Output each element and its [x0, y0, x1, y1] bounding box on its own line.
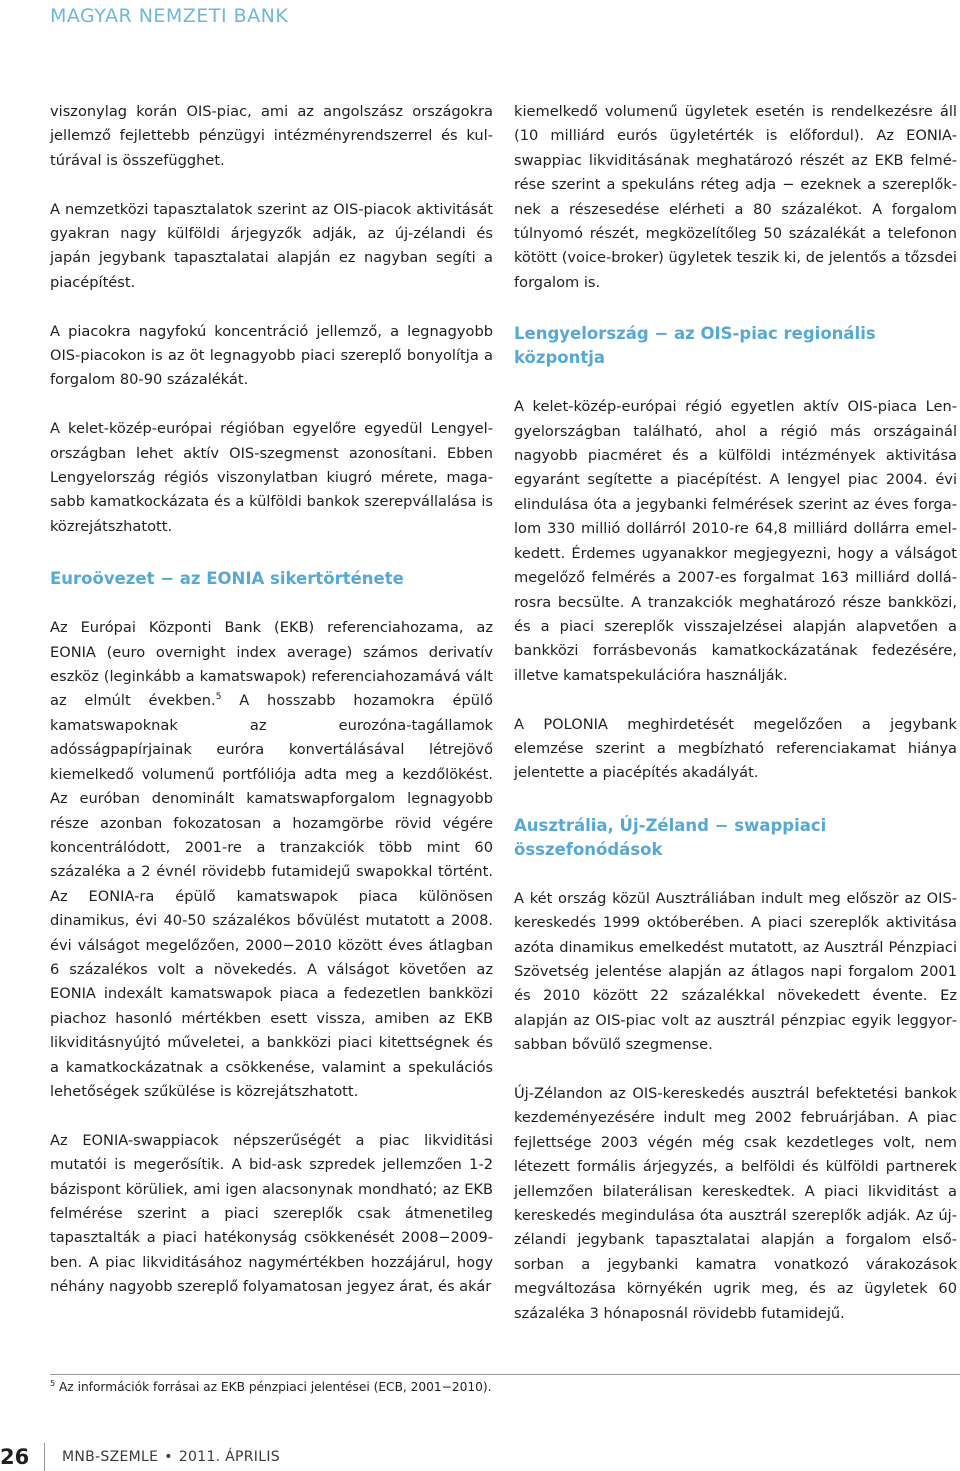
section-heading-australia: Ausztrália, Új-Zéland − swappiaci összefonódások: [514, 815, 827, 859]
left-paragraph-1: viszonylag korán OIS-piac, ami az angolszász országokra jellemző fejlettebb pénzügyi intézményrendszerrel és kultúrával is összefügghet.: [50, 103, 493, 169]
right-column: [514, 100, 957, 1326]
right-paragraph-2: A kelet-közép-európai régió egyetlen aktív OIS-piaca Lengyelországban található, ahol a régió más országainál nagyobb piacméret és a külföldi intézmények aktivitása egyaránt segítette a piacépítést. A lengyel piac 2004. évi elindulása óta a jegybanki felmérések szerint az éves forgalom 330 millió dollárról 2010-re 64,8 milliárd dollárra emelkedett. Érdemes ugyanakkor megjegyezni, hogy a válságot megelőző felmérés a 2007-es forgalmat 163 milliárd dollárosra becsülte. A tranzakciók meghatározó része bankközi, és a piaci szereplők visszajelzései alapján alapvetően a bankközi forrásbevonás kamatkockázatának fedezésére, illetve kamatspekulációra használják.: [514, 398, 957, 684]
right-paragraph-3: A POLONIA meghirdetését megelőzően a jegybank elemzése szerint a megbízható referenciakamat hiánya jelentette a piacépítés akadályát.: [514, 715, 957, 782]
left-paragraph-5-rest: A hosszabb hozamokra épülő kamatswapoknak az eurozóna-tagállamok adósságpapírjainak euróra konvertálásával létrejövő kiemelkedő volumenű portfóliója adta meg a kezdőlökést. Az euróban denominált kamatswapforgalom legnagyobb része azonban fokozatosan a hozamgörbe rövid végére koncentrálódott, 2001-re a tranzakciók több mint 60 százaléka a 2 évnél rövidebb futamidejű swapokkal történt. Az EONIA-ra épülő kamatswapok piaca különösen dinamikus, évi 40-50 százalékos bővülést mutatott a 2008. évi válságot megelőzően, 2000−2010 között éves átlagban 6 százalékos volt a növekedés. A válságot követően az EONIA indexált kamatswapok piaca a fedezetlen bankközi piachoz hasonló mértékben esett vissza, amiben az EKB likviditásnyújtó műveletei, a bankközi piaci kitettségnek és a kamatkockázatnak a csökkenése, valamint a spekulációs lehetőségek szűkülése is közrejátszhatott.: [50, 692, 493, 1100]
footer-date: 2011. ÁPRILIS: [178, 1449, 280, 1465]
page-footer: [0, 1443, 960, 1471]
section-heading-euro: Euroövezet − az EONIA sikertörténete: [50, 569, 404, 589]
left-paragraph-4: A kelet-közép-európai régióban egyelőre egyedül Lengyelországban lehet aktív OIS-szegmenst azonosítani. Ebben Lengyelország régiós viszonylatban kiugró mérete, magasabb kamatkockázata és a külföldi bankok szerepvállalása is közrejátszhatott.: [50, 420, 493, 535]
left-paragraph-2: A nemzetközi tapasztalatok szerint az OIS-piacok aktivitását gyakran nagy külföldi árjegyzők adják, az új-zélandi és japán jegybank tapasztalatai alapján ez nagyban segíti a piacépítést.: [50, 200, 493, 291]
running-head: MAGYAR NEMZETI BANK: [50, 5, 289, 27]
page-number-box: [0, 1443, 45, 1471]
right-paragraph-1: kiemelkedő volumenű ügyletek esetén is rendelkezésre áll (10 milliárd eurós ügyletérték is előfordul). Az EONIA-swappiac likviditásának meghatározó részét az EKB felmérése szerint a spekuláns réteg adja − ezeknek a szereplőknek a részesedése elérheti a 80 százalékot. A forgalom túlnyomó részét, megközelítőleg 50 százalékát a telefonon kötött (voice-broker) ügyletek teszik ki, de jelentős a tőzsdei forgalom is.: [514, 103, 957, 291]
right-paragraph-5: Új-Zélandon az OIS-kereskedés ausztrál befektetési bankok kezdeményezésére indult meg 2002 februárjában. A piac fejlettsége 2003 végén még csak kezdetleges volt, nem létezett formális árjegyzés, a belföldi és külföldi partnerek jellemzően bilaterálisan kereskedtek. A piaci likviditást a kereskedés megindulása óta ausztrál szereplők adják. Az új-zélandi jegybank tapasztalatai alapján a forgalom elsősorban a jegybanki kamatra vonatkozó várakozások megváltozása környékén ugrik meg, és az ügyletek 60 százaléka 3 hónaposnál rövidebb futamidejű.: [514, 1084, 957, 1322]
footnote-divider: [50, 1374, 960, 1375]
section-heading-poland: Lengyelország − az OIS-piac regionális központja: [514, 324, 876, 368]
left-paragraph-5: [50, 616, 493, 1104]
footnote-number: 5: [50, 1378, 56, 1388]
footnote: [50, 1380, 492, 1394]
footnote-text: Az információk forrásai az EKB pénzpiaci jelentései (ECB, 2001−2010).: [55, 1380, 492, 1394]
right-paragraph-4: A két ország közül Ausztráliában indult meg először az OIS-kereskedés 1999 októberében. A piaci szereplők aktivitása azóta dinamikus emelkedést mutatott, az Ausztrál Pénzpiaci Szövetség jelentése alapján az átlagos napi forgalom 2001 és 2010 között 22 százalékkal növekedett évente. Ez alapján az OIS-piac volt az ausztrál pénzpiac egyik leggyorsabban bővülő szegmense.: [514, 889, 957, 1054]
footnote-reference: 5: [215, 692, 222, 703]
footer-publication: MNB-SZEMLE: [62, 1449, 159, 1465]
footer-bullet: •: [164, 1449, 173, 1465]
page-number: 26: [0, 1445, 30, 1469]
left-paragraph-6: Az EONIA-swappiacok népszerűségét a piac likviditási mutatói is megerősítik. A bid-ask szpredek jellemzően 1-2 bázispont körüliek, ami igen alacsonynak mondható; az EKB felmérése szerint a piaci szereplők csak átmenetileg tapasztalták a piaci hatékonyság csökkenését 2008−2009-ben. A piac likviditásához nagymértékben hozzájárul, hogy néhány nagyobb szereplő folyamatosan jegyez árat, és akár: [50, 1131, 493, 1296]
left-column: [50, 100, 493, 1300]
left-paragraph-5-start: Az Európai Központi Bank (EKB) referenciahozama, az EONIA (euro overnight index average) számos derivatív eszköz (leginkább a kamatswapok) referenciahozamává vált az elmúlt években.: [50, 619, 493, 710]
left-paragraph-3: A piacokra nagyfokú koncentráció jellemző, a legnagyobb OIS-piacokon is az öt legnagyobb piaci szereplő bonyolítja a forgalom 80-90 százalékát.: [50, 322, 493, 389]
footer-publication-line: [62, 1449, 280, 1465]
